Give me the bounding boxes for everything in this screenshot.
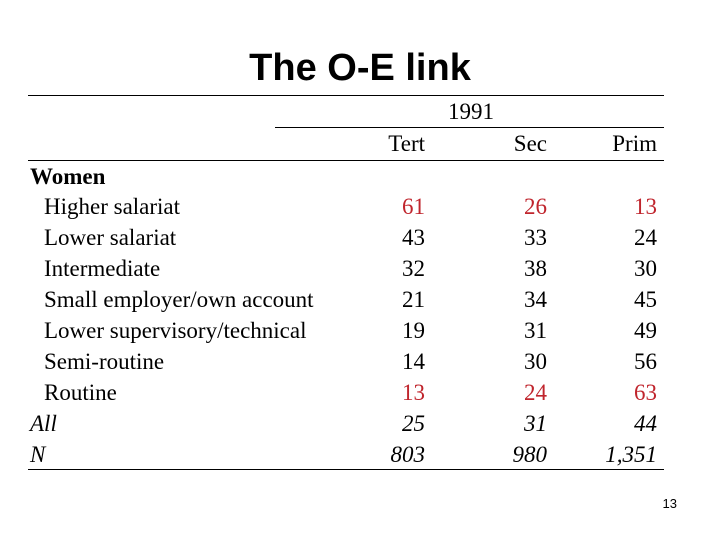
year-underline — [275, 127, 664, 128]
all-row-label: All — [30, 411, 57, 436]
all-row-prim: 44 — [634, 411, 657, 436]
row-label: Intermediate — [44, 256, 161, 281]
cell-sec: 34 — [524, 287, 547, 312]
cell-sec: 33 — [524, 225, 547, 250]
column-header-sec: Sec — [513, 131, 547, 156]
cell-tert: 13 — [402, 380, 425, 405]
cell-sec: 26 — [524, 194, 547, 219]
row-label: Semi-routine — [44, 349, 165, 374]
all-row-sec: 31 — [524, 411, 547, 436]
header-bottom-rule — [28, 160, 664, 161]
n-row-tert: 803 — [390, 442, 425, 467]
cell-tert: 43 — [402, 225, 425, 250]
cell-prim: 24 — [634, 225, 657, 250]
cell-prim: 49 — [634, 318, 657, 343]
slide-title: The O-E link — [249, 47, 471, 89]
year-header: 1991 — [448, 99, 494, 124]
page-number: 13 — [662, 496, 677, 511]
cell-prim: 30 — [634, 256, 657, 281]
column-header-tert: Tert — [388, 131, 425, 156]
table-bottom-rule — [28, 469, 664, 470]
cell-sec: 30 — [524, 349, 547, 374]
cell-prim: 45 — [634, 287, 657, 312]
cell-sec: 31 — [524, 318, 547, 343]
cell-sec: 38 — [524, 256, 547, 281]
n-row-prim: 1,351 — [605, 442, 657, 467]
cell-tert: 32 — [402, 256, 425, 281]
cell-prim: 13 — [634, 194, 657, 219]
cell-tert: 14 — [402, 349, 425, 374]
table-top-rule — [28, 95, 664, 96]
cell-tert: 21 — [402, 287, 425, 312]
row-label: Lower salariat — [44, 225, 177, 250]
n-row-sec: 980 — [512, 442, 547, 467]
all-row-tert: 25 — [402, 411, 425, 436]
cell-prim: 56 — [634, 349, 657, 374]
cell-tert: 61 — [402, 194, 425, 219]
column-header-prim: Prim — [612, 131, 657, 156]
row-label: Routine — [44, 380, 117, 405]
cell-tert: 19 — [402, 318, 425, 343]
n-row-label: N — [30, 442, 46, 467]
row-label: Lower supervisory/technical — [44, 318, 307, 343]
group-label-women: Women — [30, 164, 106, 189]
cell-prim: 63 — [634, 380, 657, 405]
cell-sec: 24 — [524, 380, 547, 405]
row-label: Higher salariat — [44, 194, 181, 219]
row-label: Small employer/own account — [44, 287, 314, 312]
